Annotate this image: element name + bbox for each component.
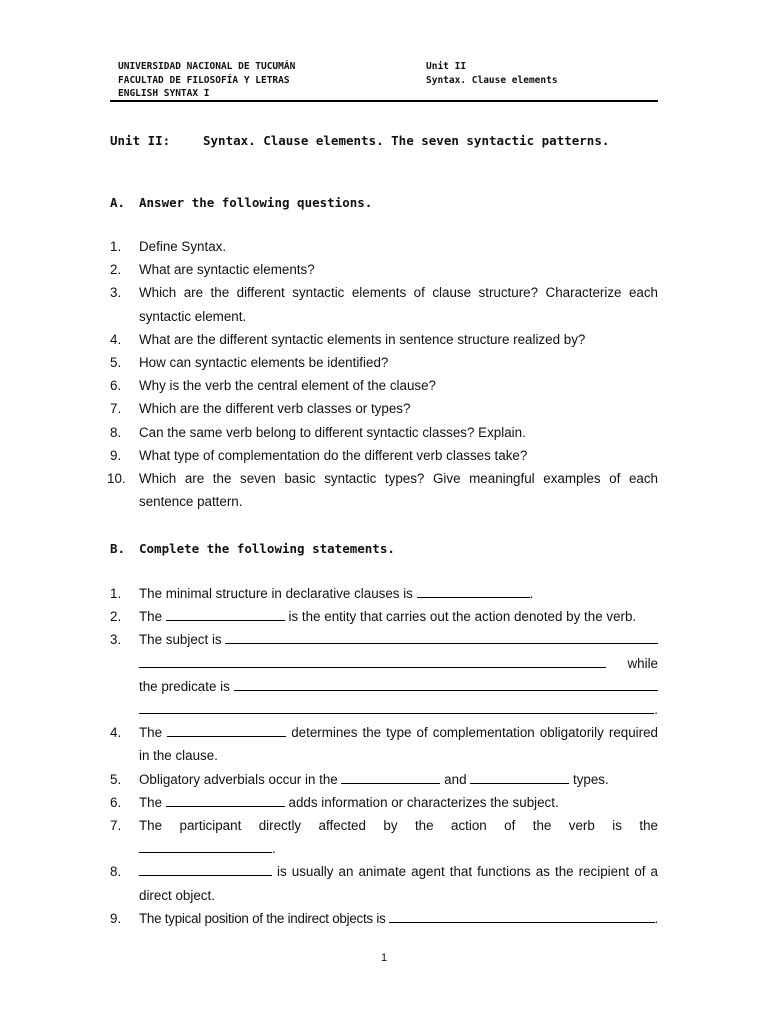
unit-header (426, 60, 558, 87)
statement-item: 9. The typical position of the indirect objects is . (110, 910, 658, 926)
section-a-title: Answer the following questions. (139, 195, 373, 210)
answer-blank[interactable] (341, 770, 440, 784)
question-item: 6. Why is the verb the central element of the clause? (110, 378, 436, 394)
section-a-label: A. (110, 195, 126, 210)
statement-item: 3. The subject is while the predicate is . (110, 632, 658, 718)
section-a-questions (0, 235, 768, 513)
section-b-title: Complete the following statements. (139, 541, 395, 556)
unit-label: Unit II (426, 61, 467, 72)
institution-header (118, 60, 295, 101)
question-item: 5. How can syntactic elements be identified? (110, 355, 389, 371)
answer-blank[interactable] (470, 770, 569, 784)
header-divider (110, 100, 658, 102)
university-name: UNIVERSIDAD NACIONAL DE TUCUMÁN (118, 61, 296, 72)
unit-topic: Syntax. Clause elements (426, 74, 558, 86)
question-item: 7. Which are the different verb classes or types? (110, 401, 411, 417)
statement-item: 8. is usually an animate agent that functions as the recipient of a direct object. (110, 864, 658, 903)
statement-item: 6. The adds information or characterizes the subject. (110, 794, 559, 810)
answer-blank[interactable] (167, 723, 286, 737)
answer-blank[interactable] (139, 839, 272, 853)
question-item: 9. What type of complementation do the different verb classes take? (110, 447, 528, 463)
page-number: 1 (380, 952, 388, 964)
answer-blank[interactable] (389, 909, 655, 923)
title-unit-label: Unit II: (110, 133, 171, 148)
statement-item: 2. The is the entity that carries out the action denoted by the verb. (110, 609, 637, 625)
section-b-label: B. (110, 541, 126, 556)
statement-item: 5. Obligatory adverbials occur in the and types. (110, 771, 609, 787)
answer-blank[interactable] (234, 677, 658, 691)
statement-item: 1. The minimal structure in declarative clauses is . (110, 586, 534, 601)
section-b-statements (0, 582, 768, 930)
answer-blank[interactable] (139, 862, 272, 876)
question-item: 10. Which are the seven basic syntactic types? Give meaningful examples of each sentence pattern. (107, 471, 658, 510)
answer-blank[interactable] (417, 584, 530, 598)
statement-item: 7. The participant directly affected by the action of the verb is the . (110, 818, 658, 857)
answer-blank[interactable] (139, 654, 606, 668)
answer-blank[interactable] (139, 700, 654, 714)
question-item: 4. What are the different syntactic elements in sentence structure realized by? (110, 331, 586, 347)
question-item: 8. Can the same verb belong to different syntactic classes? Explain. (110, 424, 526, 440)
question-item: 3. Which are the different syntactic elements of clause structure? Characterize each syntactic element. (110, 285, 658, 324)
statement-item: 4. The determines the type of complementation obligatorily required in the clause. (110, 725, 658, 764)
answer-blank[interactable] (166, 793, 285, 807)
question-item: 1. Define Syntax. (110, 239, 227, 254)
answer-blank[interactable] (225, 630, 658, 644)
title-text: Syntax. Clause elements. The seven syntactic patterns. (203, 133, 610, 148)
course-name: ENGLISH SYNTAX I (118, 88, 210, 99)
answer-blank[interactable] (166, 607, 285, 621)
faculty-name: FACULTAD DE FILOSOFÍA Y LETRAS (118, 74, 290, 86)
question-item: 2. What are syntactic elements? (110, 262, 315, 278)
